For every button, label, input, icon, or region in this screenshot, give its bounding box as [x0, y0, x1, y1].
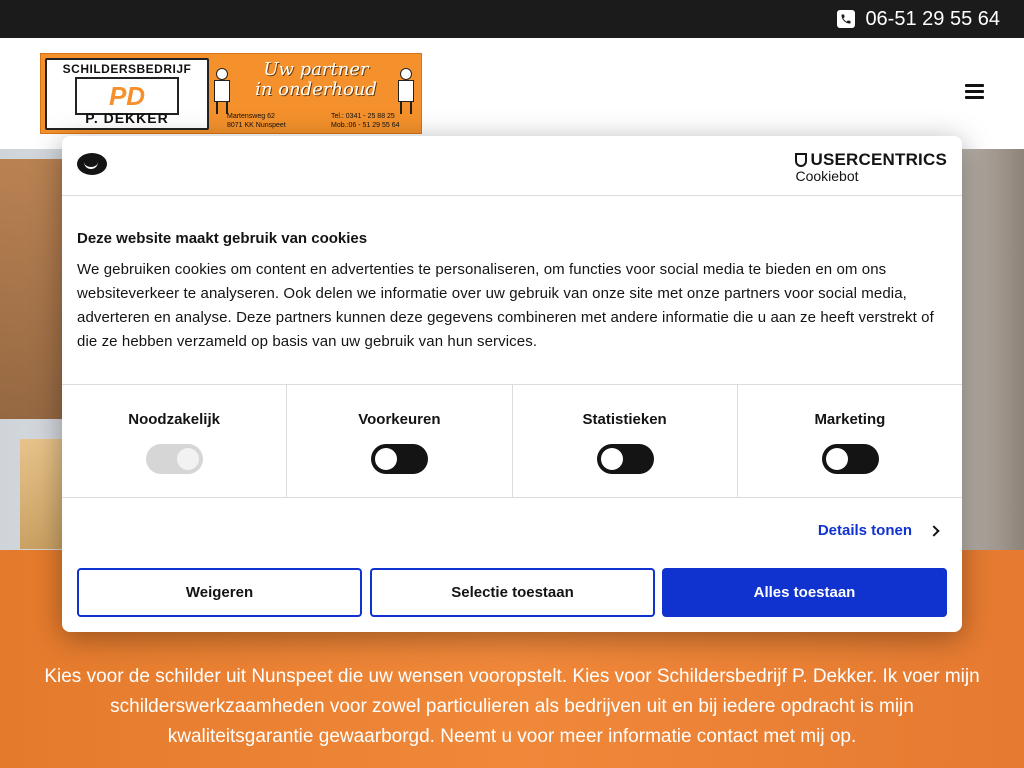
cookie-dialog-text: We gebruiken cookies om content en advertenties te personaliseren, om functies voor social media te bieden en om ons websiteverkeer te analyseren. Ook delen we informatie over uw gebruik van onze site met onze partners voor social media, adverteren en analyse. Deze partners kunnen deze gegevens combineren met andere informatie die u aan ze heeft verstrekt of die ze hebben verzameld op basis van uw gebruik van hun services. — [77, 261, 934, 350]
details-link[interactable] — [818, 522, 938, 539]
category-voorkeuren — [287, 385, 512, 497]
allow-all-button[interactable]: Alles toestaan — [662, 568, 947, 617]
brand-name: USERCENTRICS — [810, 150, 947, 169]
phone-icon — [837, 10, 855, 28]
toggle-noodzakelijk[interactable] — [146, 444, 203, 474]
intro-text: Kies voor de schilder uit Nunspeet die uw wensen vooropstelt. Kies voor Schildersbedrijf P. Dekker. Ik voer mijn schilderswerkzaamheden voor zowel particulieren als bedrijven uit en bij iedere opdracht is mijn kwaliteitsgarantie gewaarborgd. Neemt u voor meer informatie contact met mij op. — [44, 666, 980, 747]
hero-wall — [954, 149, 1024, 550]
logo-address-line1: Martensweg 62 — [227, 113, 275, 120]
cookie-dialog-header — [62, 136, 962, 196]
logo-contact-line2: Mob.:06 - 51 29 55 64 — [331, 122, 400, 129]
category-marketing — [738, 385, 962, 497]
site-logo[interactable] — [40, 53, 422, 134]
logo-address — [227, 112, 286, 130]
logo-badge — [45, 58, 209, 130]
category-statistieken — [513, 385, 738, 497]
logo-contact-line1: Tel.: 0341 - 25 88 25 — [331, 113, 395, 120]
hamburger-menu-icon[interactable] — [965, 84, 984, 99]
painter-figure-icon — [393, 68, 419, 114]
category-label: Statistieken — [582, 411, 667, 428]
cookiebot-logo-icon — [77, 153, 107, 175]
category-label: Marketing — [814, 411, 886, 428]
category-label: Noodzakelijk — [128, 411, 220, 428]
logo-company-name: P. DEKKER — [85, 110, 169, 126]
cookie-categories — [62, 384, 962, 498]
shield-icon — [795, 153, 807, 167]
phone-number: 06-51 29 55 64 — [865, 7, 1000, 30]
category-noodzakelijk — [62, 385, 287, 497]
logo-company-type: SCHILDERSBEDRIJF — [62, 62, 192, 76]
logo-address-line2: 8071 KK Nunspeet — [227, 122, 286, 129]
toggle-statistieken[interactable] — [597, 444, 654, 474]
painter-figure-icon — [209, 68, 235, 114]
chevron-right-icon — [928, 525, 939, 536]
cookie-consent-dialog — [62, 136, 962, 632]
cookie-dialog-title: Deze website maakt gebruik van cookies — [77, 230, 368, 247]
site-header — [0, 38, 1024, 149]
brand-sub: Cookiebot — [795, 168, 859, 184]
phone-link[interactable] — [837, 0, 1000, 38]
top-bar — [0, 0, 1024, 38]
logo-monogram: PD — [75, 77, 179, 115]
details-label: Details tonen — [817, 522, 912, 539]
logo-contact — [331, 112, 400, 130]
toggle-marketing[interactable] — [822, 444, 879, 474]
category-label: Voorkeuren — [358, 411, 441, 428]
allow-selection-button[interactable]: Selectie toestaan — [370, 568, 655, 617]
hero-staircase — [0, 159, 70, 419]
reject-button[interactable]: Weigeren — [77, 568, 362, 617]
usercentrics-brand[interactable] — [795, 150, 947, 184]
logo-tagline-line1: Uw partner — [263, 59, 369, 80]
logo-tagline-line2: in onderhoud — [255, 79, 377, 100]
logo-tagline — [241, 60, 391, 100]
toggle-voorkeuren[interactable] — [371, 444, 428, 474]
